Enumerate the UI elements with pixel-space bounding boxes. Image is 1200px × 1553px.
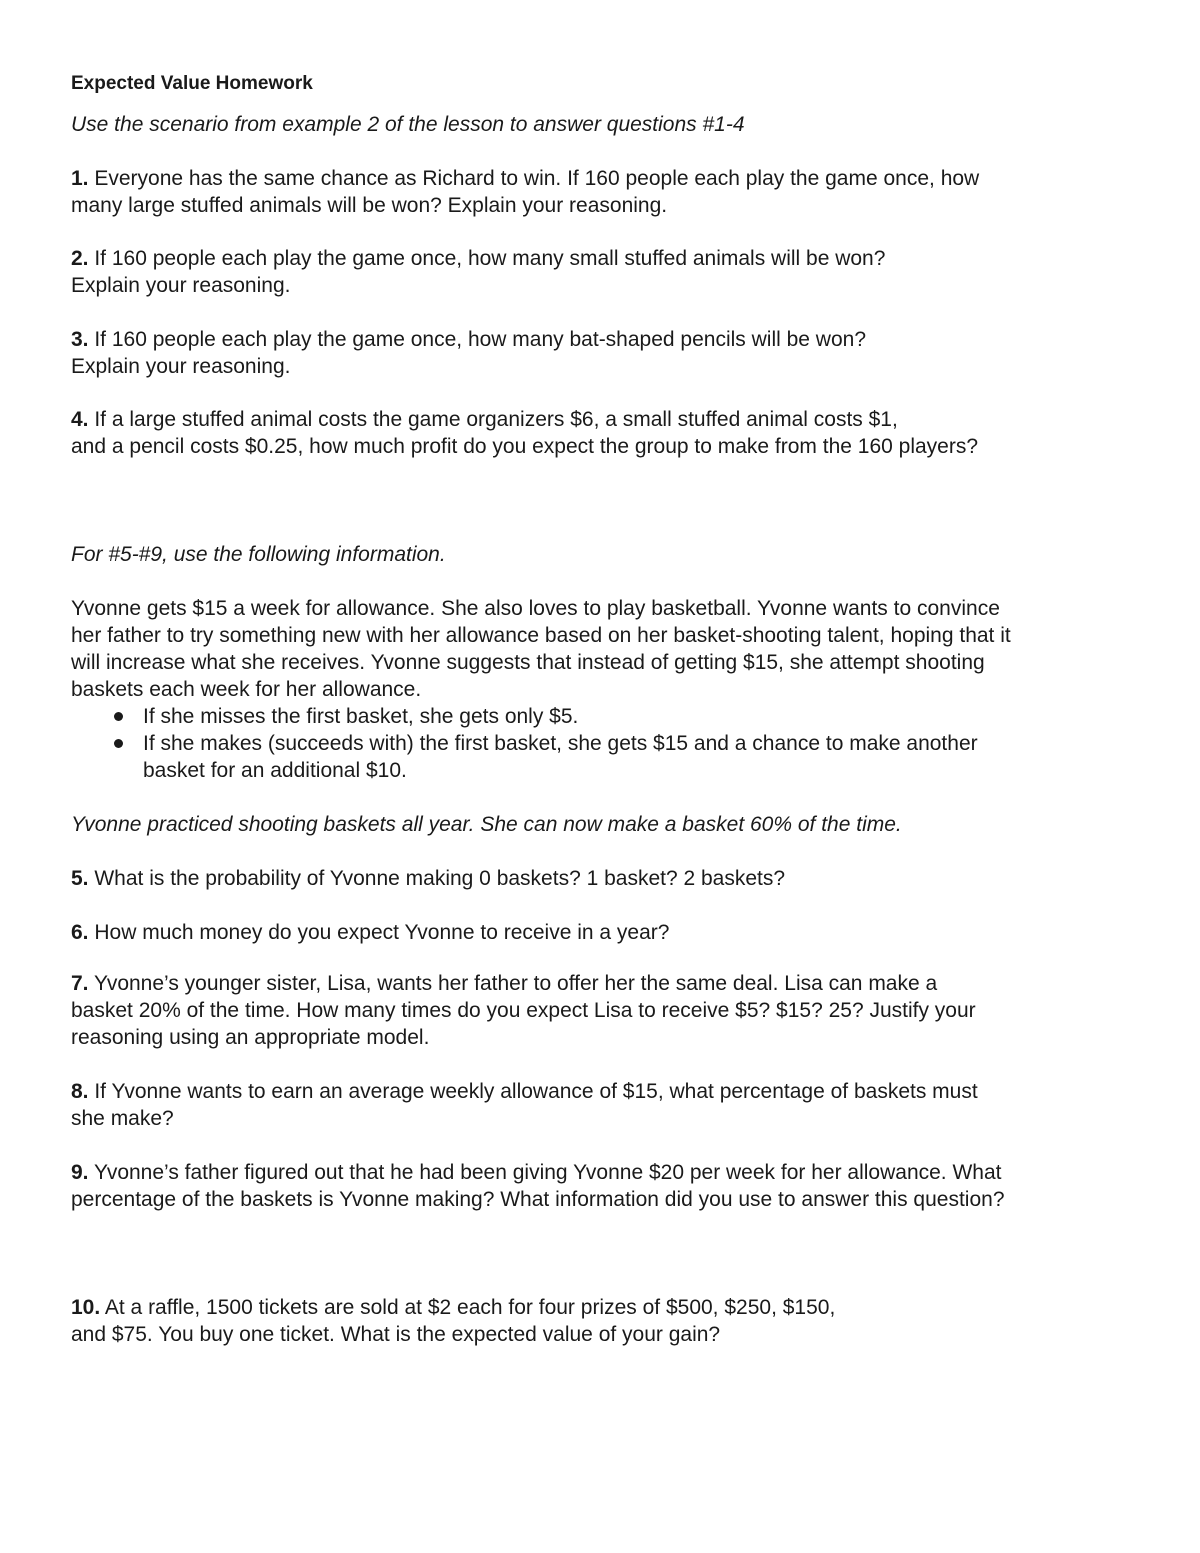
question-text: many large stuffed animals will be won? Explain your reasoning. xyxy=(71,194,668,217)
question-text: Everyone has the same chance as Richard to win. If 160 people each play the game once, how xyxy=(88,167,980,190)
question-number: 6. xyxy=(71,921,89,944)
question-9 xyxy=(71,1159,1141,1213)
question-10 xyxy=(71,1294,1141,1348)
question-5 xyxy=(71,865,1141,892)
question-text: If 160 people each play the game once, how many bat-shaped pencils will be won? xyxy=(88,328,867,351)
question-number: 7. xyxy=(71,972,89,995)
question-text: If a large stuffed animal costs the game organizers $6, a small stuffed animal costs $1, xyxy=(88,408,898,431)
question-number: 9. xyxy=(71,1161,89,1184)
question-text: and a pencil costs $0.25, how much profit do you expect the group to make from the 160 players? xyxy=(71,435,979,458)
question-text: reasoning using an appropriate model. xyxy=(71,1026,430,1049)
scenario-text: will increase what she receives. Yvonne suggests that instead of getting $15, she attempt shooting xyxy=(71,651,985,674)
question-text: and $75. You buy one ticket. What is the expected value of your gain? xyxy=(71,1323,721,1346)
question-number: 8. xyxy=(71,1080,89,1103)
question-text: Explain your reasoning. xyxy=(71,355,291,378)
list-item: If she makes (succeeds with) the first basket, she gets $15 and a chance to make another basket for an additional $10. xyxy=(71,730,1141,784)
question-number: 1. xyxy=(71,167,89,190)
question-4 xyxy=(71,406,1141,460)
question-6 xyxy=(71,919,1141,946)
question-8 xyxy=(71,1078,1141,1132)
question-text: Yvonne’s younger sister, Lisa, wants her father to offer her the same deal. Lisa can make a xyxy=(88,972,938,995)
bullet-icon xyxy=(114,712,123,721)
question-text: How much money do you expect Yvonne to receive in a year? xyxy=(88,921,670,944)
question-text: percentage of the baskets is Yvonne making? What information did you use to answer this question? xyxy=(71,1188,1005,1211)
document-title: Expected Value Homework xyxy=(71,73,313,94)
question-number: 2. xyxy=(71,247,89,270)
bullet-icon xyxy=(114,739,123,748)
question-number: 3. xyxy=(71,328,89,351)
question-7 xyxy=(71,970,1141,1051)
question-text: At a raffle, 1500 tickets are sold at $2 each for four prizes of $500, $250, $150, xyxy=(100,1296,836,1319)
list-item: If she misses the first basket, she gets only $5. xyxy=(71,703,1141,730)
question-text: If Yvonne wants to earn an average weekly allowance of $15, what percentage of baskets must xyxy=(88,1080,978,1103)
scenario-text: her father to try something new with her allowance based on her basket-shooting talent, hoping that it xyxy=(71,624,1011,647)
question-text: If 160 people each play the game once, how many small stuffed animals will be won? xyxy=(88,247,886,270)
question-text: Explain your reasoning. xyxy=(71,274,291,297)
document-page xyxy=(71,70,1141,1348)
question-1 xyxy=(71,165,1141,219)
scenario-text: baskets each week for her allowance. xyxy=(71,678,422,701)
question-text: Yvonne’s father figured out that he had been giving Yvonne $20 per week for her allowance. What xyxy=(88,1161,1002,1184)
question-number: 4. xyxy=(71,408,89,431)
question-3 xyxy=(71,326,1141,380)
question-text: basket 20% of the time. How many times do you expect Lisa to receive $5? $15? 25? Justify your xyxy=(71,999,976,1022)
instruction-questions-5-9: For #5-#9, use the following information. xyxy=(71,543,446,566)
question-text: What is the probability of Yvonne making 0 baskets? 1 basket? 2 baskets? xyxy=(88,867,786,890)
practice-note: Yvonne practiced shooting baskets all year. She can now make a basket 60% of the time. xyxy=(71,813,902,836)
scenario-rules-list xyxy=(71,703,1141,784)
scenario-text: Yvonne gets $15 a week for allowance. She also loves to play basketball. Yvonne wants to convince xyxy=(71,597,1000,620)
question-number: 10. xyxy=(71,1296,101,1319)
instruction-questions-1-4: Use the scenario from example 2 of the lesson to answer questions #1-4 xyxy=(71,113,745,136)
question-2 xyxy=(71,245,1141,299)
question-number: 5. xyxy=(71,867,89,890)
scenario-paragraph xyxy=(71,595,1141,703)
question-text: she make? xyxy=(71,1107,174,1130)
